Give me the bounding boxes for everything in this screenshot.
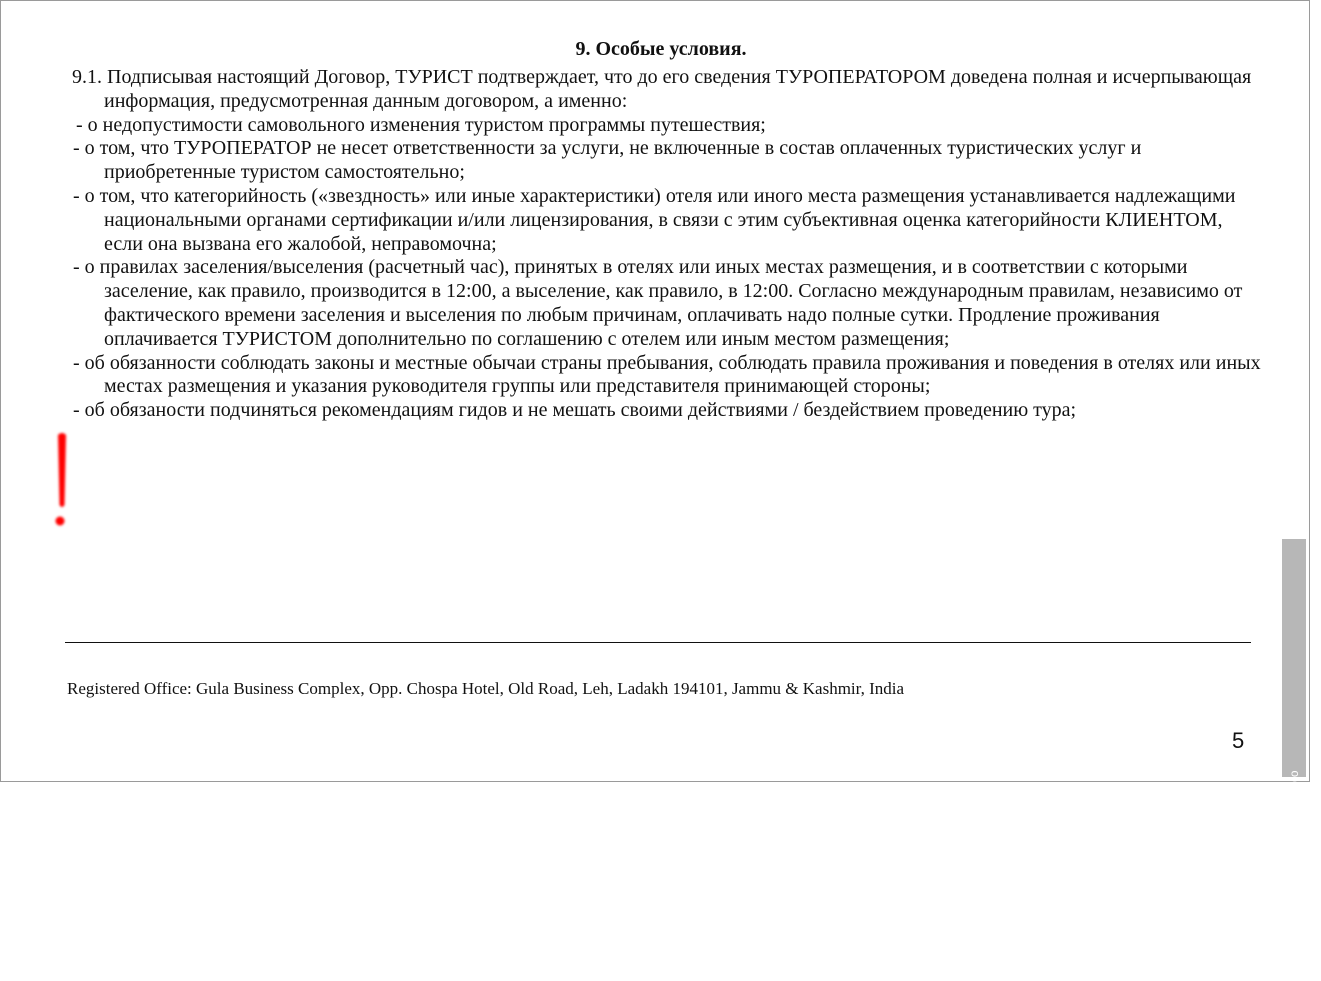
list-item-local-laws: - об обязанности соблюдать законы и местные обычаи страны пребывания, соблюдать правила проживания и поведения в отелях или иных местах размещения и указания руководителя группы или представителя принимающей стороны; [73, 351, 1261, 398]
page-number: 5 [1232, 728, 1245, 753]
list-item-hotel-category: - о том, что категорийность («звездность» или иные характеристики) отеля или иного места размещения устанавливается надлежащими национальными органами сертификации и/или лицензирования, в связи с этим субъективная оценка категорийности КЛИЕНТОМ, если она вызвана его жалобой, неправомочна; [73, 184, 1236, 255]
registered-office: Registered Office: Gula Business Complex, Opp. Chospa Hotel, Old Road, Leh, Ladakh 194101, Jammu & Kashmir, India [67, 679, 905, 698]
exclamation-mark-icon [55, 431, 69, 531]
watermark-text: © Проект «ФотоТур» phototour.pro [1287, 770, 1301, 960]
paragraph-9-1: 9.1. Подписывая настоящий Договор, ТУРИСТ подтверждает, что до его сведения ТУРОПЕРАТОРОМ доведена полная и исчерпывающая информация, предусмотренная данным договором, а именно: [72, 66, 1252, 112]
watermark-strip [1282, 539, 1306, 960]
list-item-program-change: - о недопустимости самовольного изменения туристом программы путешествия; [76, 113, 766, 136]
section-body [73, 66, 1263, 423]
list-item-operator-liability: - о том, что ТУРОПЕРАТОР не несет ответственности за услуги, не включенные в состав оплаченных туристических услуг и приобретенные туристом самостоятельно; [73, 137, 1142, 184]
footer-divider [65, 642, 1251, 643]
list-item-guide-recommendations: - об обязаности подчиняться рекомендациям гидов и не мешать своими действиями / бездействием проведению тура; [73, 399, 1077, 422]
section-title: 9. Особые условия. [575, 38, 747, 60]
list-item-check-in-rules: - о правилах заселения/выселения (расчетный час), принятых в отелях или иных местах размещения, и в соответствии с которыми заселение, как правило, производится в 12:00, а выселение, как правило, в 12:00. Согласно международным правилам, независимо от фактического времени заселения и выселения по любым причинам, оплачивать надо полные сутки. Продление проживания оплачивается ТУРИСТОМ дополнительно по соглашению с отелем или иным местом размещения; [73, 256, 1243, 350]
